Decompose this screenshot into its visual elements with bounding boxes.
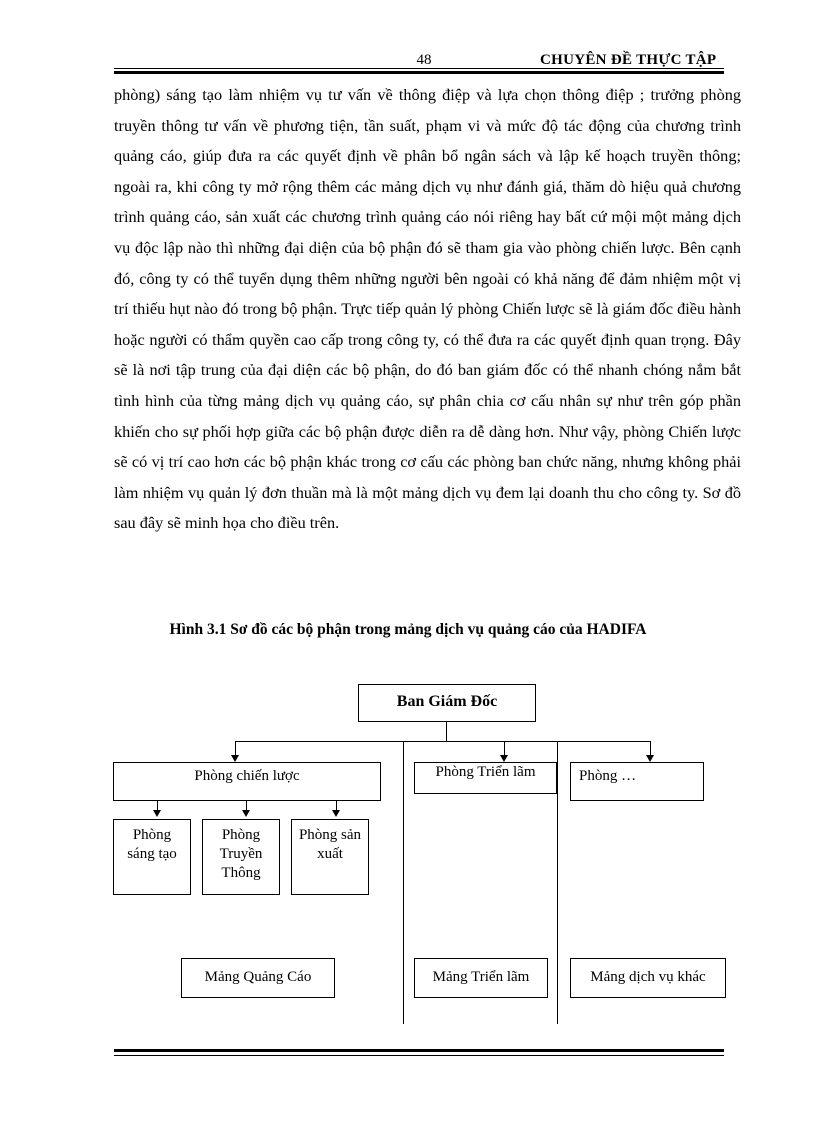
box-exhibition-dept: Phòng Triển lãm (414, 762, 557, 794)
figure-caption: Hình 3.1 Sơ đồ các bộ phận trong mảng dịch vụ quảng cáo của HADIFA (169, 621, 647, 638)
box-segment-ads: Mảng Quảng Cáo (181, 958, 335, 998)
arrow-down-icon (646, 755, 654, 762)
arrow-down-icon (231, 755, 239, 762)
box-segment-other: Mảng dịch vụ khác (570, 958, 726, 998)
arrow-down-icon (153, 810, 161, 817)
footer-rule-thin (114, 1055, 724, 1056)
footer-rule-thick (114, 1049, 724, 1052)
arrow-down-icon (332, 810, 340, 817)
box-media-dept: Phòng Truyền Thông (202, 819, 280, 895)
page-number: 48 (416, 52, 432, 68)
box-strategy-dept: Phòng chiến lược (113, 762, 381, 801)
header-rule-thin (114, 68, 724, 69)
header-title: CHUYÊN ĐỀ THỰC TẬP (540, 52, 717, 68)
connector-horizontal (235, 741, 651, 742)
connector-top (446, 722, 447, 741)
box-creative-dept: Phòng sáng tạo (113, 819, 191, 895)
column-divider (557, 741, 558, 1024)
body-paragraph: phòng) sáng tạo làm nhiệm vụ tư vấn về thông điệp và lựa chọn thông điệp ; trưởng phòng truyền thông tư vấn về phương tiện, tần suất, phạm vi và mức độ tác động của chương trình quảng cáo, giúp đưa ra các quyết định về phân bổ ngân sách và lập kế hoạch truyền thông; ngoài ra, khi công ty mở rộng thêm các mảng dịch vụ như đánh giá, thăm dò hiệu quả chương trình quảng cáo, sản xuất các chương trình quảng cáo nói riêng hay bất cứ mội một mảng dịch vụ độc lập nào thì những đại diện của bộ phận đó sẽ tham gia vào phòng chiến lược. Bên cạnh đó, công ty có thể tuyển dụng thêm những người bên ngoài có khả năng để đảm nhiệm một vị trí thiếu hụt nào đó trong bộ phận. Trực tiếp quản lý phòng Chiến lược sẽ là giám đốc điều hành hoặc người có thẩm quyền cao cấp trong công ty, có thể đưa ra các quyết định quan trọng. Đây sẽ là nơi tập trung của đại diện các bộ phận, do đó ban giám đốc có thể nhanh chóng nắm bắt tình hình của từng mảng dịch vụ quảng cáo, sự phân chia cơ cấu nhân sự như trên góp phần khiến cho sự phối hợp giữa các bộ phận được diễn ra dễ dàng hơn. Như vậy, phòng Chiến lược sẽ có vị trí cao hơn các bộ phận khác trong cơ cấu các phòng ban chức năng, nhưng không phải làm nhiệm vụ quản lý đơn thuần mà là một mảng dịch vụ đem lại doanh thu cho công ty. Sơ đồ sau đây sẽ minh họa cho điều trên. (114, 85, 741, 533)
connector-exhibition (504, 741, 505, 756)
connector-other (650, 741, 651, 756)
header-rule-thick (114, 71, 724, 74)
box-segment-exhibition: Mảng Triển lãm (414, 958, 548, 998)
connector-strategy (235, 741, 236, 756)
box-other-dept: Phòng … (570, 762, 704, 801)
arrow-down-icon (500, 755, 508, 762)
arrow-down-icon (242, 810, 250, 817)
box-board-of-directors: Ban Giám Đốc (358, 684, 536, 722)
column-divider (403, 741, 404, 1024)
box-production-dept: Phòng sản xuất (291, 819, 369, 895)
